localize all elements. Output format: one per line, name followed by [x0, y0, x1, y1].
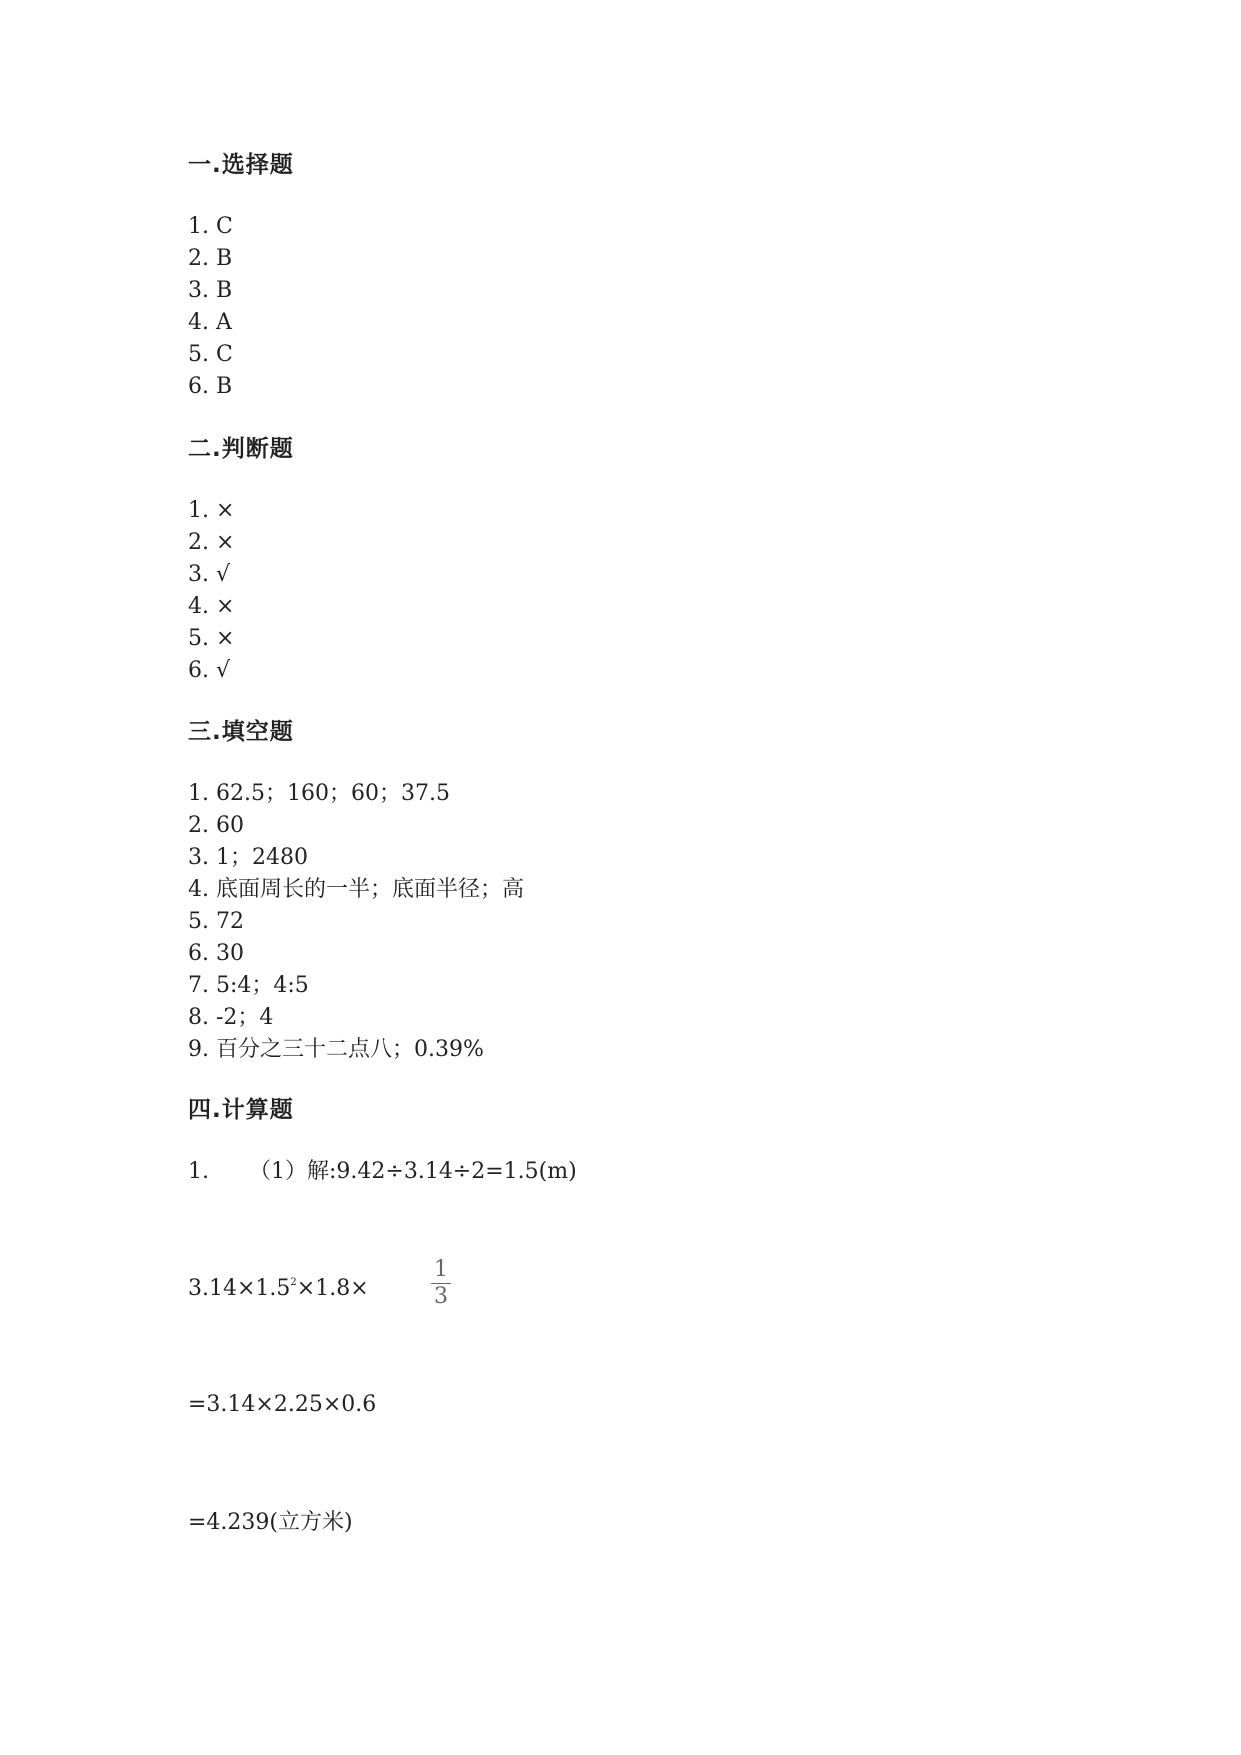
calc-step-2-part-b: ×1.8× [296, 1276, 369, 1301]
fraction-numerator: 1 [434, 1257, 448, 1282]
choice-answer-1: 1. C [188, 214, 233, 239]
section-title-judgement: 二.判断题 [188, 436, 294, 462]
fill-answer-3: 3. 1；2480 [188, 845, 308, 870]
judgement-answer-6: 6. √ [188, 658, 231, 683]
choice-answer-5: 5. C [188, 342, 233, 367]
section-title-calculation: 四.计算题 [188, 1097, 294, 1123]
calc-step-1-text: （1）解:9.42÷3.14÷2=1.5(m) [249, 1159, 577, 1184]
calc-step-4: =4.239(立方米) [188, 1510, 353, 1535]
fill-answer-6: 6. 30 [188, 941, 244, 966]
fill-answer-4: 4. 底面周长的一半；底面半径；高 [188, 877, 524, 902]
judgement-answer-2: 2. × [188, 530, 235, 555]
fill-answer-9: 9. 百分之三十二点八；0.39% [188, 1037, 484, 1062]
calc-step-3: =3.14×2.25×0.6 [188, 1392, 377, 1417]
choice-answer-4: 4. A [188, 310, 232, 335]
fill-answer-7: 7. 5:4；4:5 [188, 973, 309, 998]
calc-step-2-exponent: 2 [290, 1277, 297, 1288]
section-title-choice: 一.选择题 [188, 152, 294, 178]
choice-answer-2: 2. B [188, 246, 233, 271]
judgement-answer-5: 5. × [188, 626, 235, 651]
judgement-answer-1: 1. × [188, 498, 235, 523]
calc-step-2 [188, 1268, 369, 1304]
fraction-denominator: 3 [434, 1284, 448, 1309]
judgement-answer-3: 3. √ [188, 562, 231, 587]
choice-answer-6: 6. B [188, 374, 233, 399]
fill-answer-8: 8. -2；4 [188, 1005, 274, 1030]
choice-answer-3: 3. B [188, 278, 233, 303]
fraction-one-third [428, 1258, 454, 1309]
calc-step-1 [188, 1157, 577, 1187]
fill-answer-1: 1. 62.5；160；60；37.5 [188, 781, 450, 806]
section-title-fill-blank: 三.填空题 [188, 719, 294, 745]
judgement-answer-4: 4. × [188, 594, 235, 619]
calc-question-number: 1. [188, 1159, 209, 1184]
fill-answer-5: 5. 72 [188, 909, 244, 934]
fill-answer-2: 2. 60 [188, 813, 244, 838]
calc-step-2-part-a: 3.14×1.5 [188, 1276, 291, 1301]
